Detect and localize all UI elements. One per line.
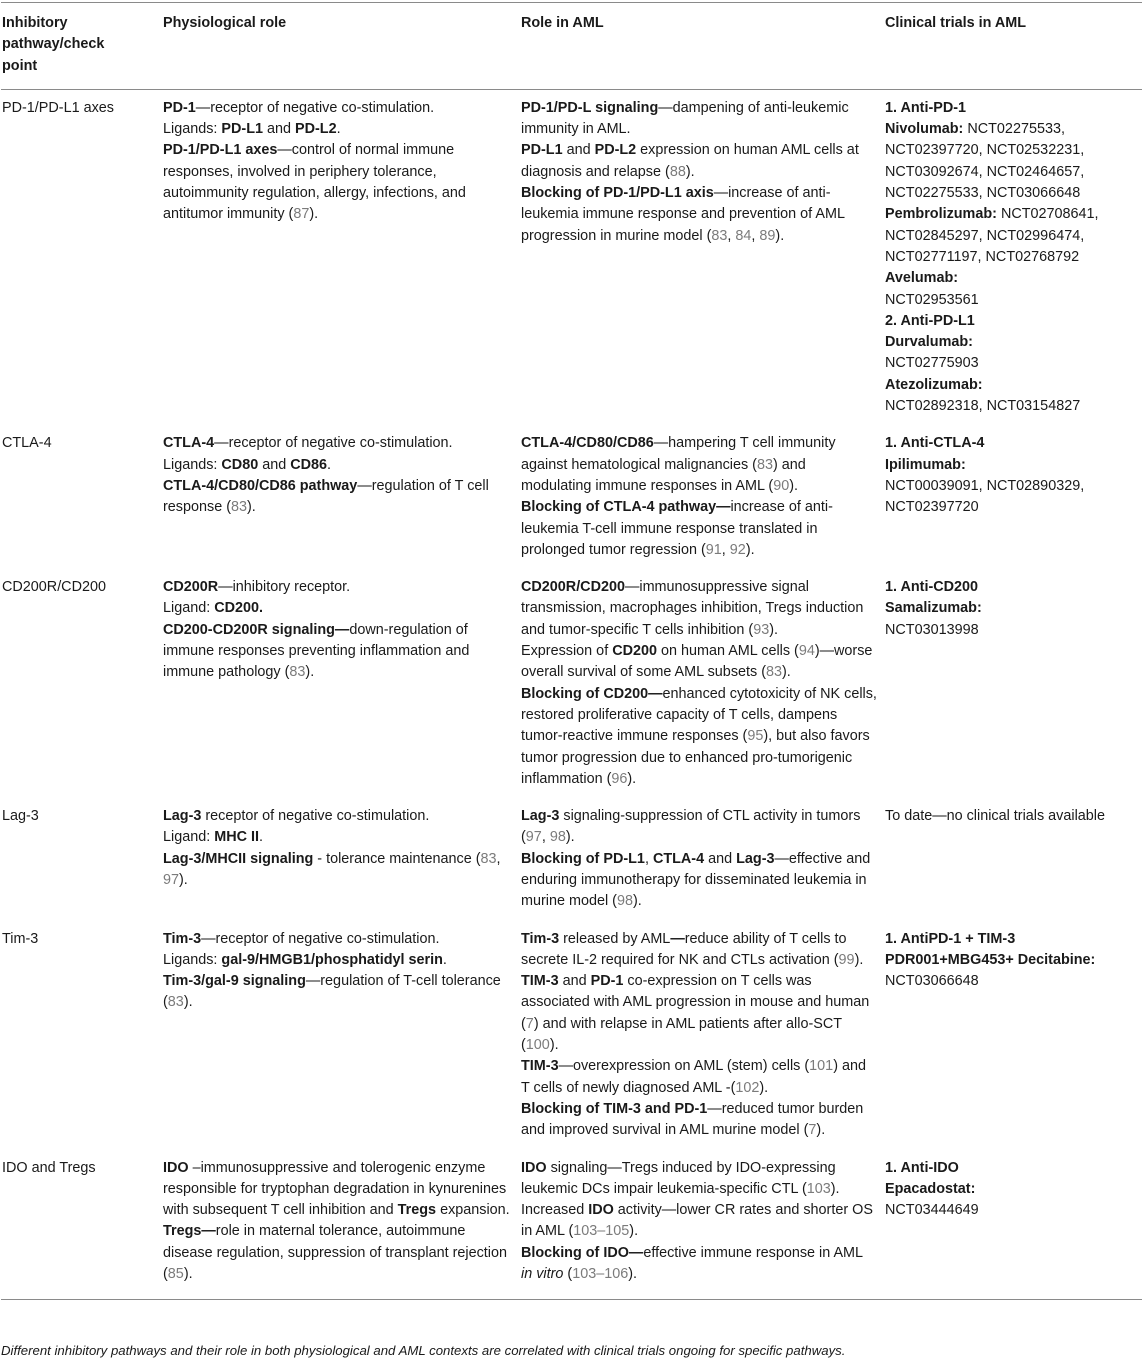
text-run: ). (789, 477, 799, 494)
text-run: —inhibitory receptor. (218, 579, 351, 596)
inhibitory-pathways-table (1, 2, 1142, 1300)
text-run: down-regulation of immune responses preventing inflammation and immune pathology ( (163, 621, 470, 681)
bold-term: Tim-3 (521, 930, 560, 947)
cell-paragraph (521, 1099, 877, 1142)
table-row (1, 569, 1142, 798)
reference-link[interactable]: 83 (167, 994, 184, 1011)
physiological-role-cell (163, 798, 521, 920)
pathway-cell: CTLA-4 (2, 435, 52, 452)
bold-term: PD-L2 (295, 121, 337, 138)
cell-paragraph (521, 140, 877, 183)
bold-term: PDR001+MBG453+ Decitabine: (885, 951, 1096, 968)
bold-term: Lag-3 (736, 850, 775, 867)
cell-paragraph (885, 476, 1134, 519)
cell-paragraph (885, 598, 1134, 619)
text-run: —control of normal immune responses, involved in periphery tolerance, autoimmunity regulation, allergy, infections, and antitumor immunity ( (163, 142, 466, 223)
aml-role-cell (521, 89, 885, 425)
text-run: ). (830, 1180, 840, 1197)
cell-paragraph (163, 98, 513, 119)
cell-paragraph (163, 929, 513, 950)
cell-paragraph (521, 1158, 877, 1201)
bold-term: CD200R/CD200 (521, 579, 625, 596)
bold-term: PD-1/PD-L1 axes (163, 142, 278, 159)
text-run: . (259, 829, 263, 846)
text-run: ). (183, 994, 193, 1011)
text-run: Ligand: (163, 600, 215, 617)
text-run: —immunosuppressive signal transmission, macrophages inhibition, Tregs induction and tumor-specific T cells inhibition ( (521, 579, 864, 638)
cell-paragraph (521, 1200, 877, 1243)
text-run: signaling-suppression of CTL activity in tumors ( (521, 808, 861, 846)
bold-term: Tim-3 (163, 930, 202, 947)
text-run: expansion. (436, 1202, 510, 1219)
bold-term: CD86 (290, 456, 328, 473)
physiological-role-cell (163, 921, 521, 1150)
bold-term: Nivolumab: (885, 121, 964, 138)
bold-term: CD80 (221, 456, 259, 473)
aml-role-cell (521, 569, 885, 798)
text-run: —receptor of negative co-stimulation. (201, 930, 440, 947)
reference-link[interactable]: 95 (747, 728, 764, 745)
cell-paragraph (521, 98, 877, 141)
text-run: , (496, 850, 501, 867)
reference-link[interactable]: 101 (809, 1058, 834, 1075)
bold-term: Atezolizumab: (885, 376, 983, 393)
reference-link[interactable]: 93 (753, 621, 770, 638)
aml-role-cell (521, 425, 885, 569)
text-run: ). (854, 951, 864, 968)
bold-term: Durvalumab: (885, 334, 973, 351)
bold-term: IDO (588, 1202, 614, 1219)
bold-term: Blocking of PD-1/PD-L1 axis (521, 185, 714, 202)
bold-term: 1. AntiPD-1 + TIM-3 (885, 930, 1016, 947)
cell-paragraph (521, 929, 877, 972)
clinical-trials-cell (885, 1150, 1142, 1300)
text-run: Ligand: (163, 829, 215, 846)
text-run: ). (816, 1122, 826, 1139)
bold-term: PD-1 (163, 99, 196, 116)
text-run: To date—no clinical trials available (885, 808, 1105, 825)
bold-term: — (670, 930, 685, 947)
bold-term: 2. Anti-PD-L1 (885, 312, 975, 329)
bold-term: PD-1/PD-L signaling (521, 99, 659, 116)
bold-term: CTLA-4 (163, 435, 215, 452)
reference-link[interactable]: 83 (711, 227, 728, 244)
physiological-role-cell (163, 1150, 521, 1300)
cell-paragraph (163, 971, 513, 1014)
text-run: on human AML cells ( (656, 643, 799, 660)
table-row (1, 425, 1142, 569)
pathway-cell: Lag-3 (2, 808, 39, 825)
cell-paragraph (885, 119, 1134, 204)
text-run: ). (565, 829, 575, 846)
header-pathway: Inhibitory pathway/check point (1, 3, 163, 90)
text-run: ). (685, 163, 695, 180)
text-run: ). (305, 664, 315, 681)
cell-paragraph (163, 433, 513, 454)
text-run: role in maternal tolerance, autoimmune disease regulation, suppression of transplant rejection ( (163, 1223, 507, 1283)
cell-paragraph (163, 476, 513, 519)
text-run: ). (769, 621, 779, 638)
bold-term: CD200 (612, 643, 657, 660)
text-run: ( (563, 1266, 573, 1283)
bold-term: Blocking of CTLA-4 pathway— (521, 499, 731, 516)
bold-term: CD200. (214, 600, 264, 617)
bold-term: Blocking of CD200— (521, 685, 663, 702)
text-run: co-expression on T cells was associated with AML progression in mouse and human ( (521, 973, 870, 1032)
text-run: ) and modulating immune responses in AML ( (521, 456, 806, 494)
text-run: receptor of negative co-stimulation. (201, 808, 430, 825)
bold-term: Avelumab: (885, 270, 959, 287)
physiological-role-cell (163, 569, 521, 798)
cell-paragraph (885, 971, 1134, 992)
cell-paragraph (885, 375, 1134, 396)
table-body (1, 89, 1142, 1299)
text-run: increase of anti-leukemia T-cell immune response translated in prolonged tumor regression ( (521, 499, 833, 558)
cell-paragraph (885, 290, 1134, 311)
bold-term: TIM-3 (521, 1058, 559, 1075)
text-run: —effective and enduring immunotherapy for disseminated leukemia in murine model ( (521, 850, 871, 910)
cell-paragraph (885, 1179, 1134, 1200)
text-run: ) and T cells of newly diagnosed AML -( (521, 1058, 866, 1096)
bold-term: CTLA-4/CD80/CD86 (521, 435, 654, 452)
text-run: —overexpression on AML (stem) cells ( (558, 1058, 810, 1075)
cell-paragraph (885, 268, 1134, 289)
text-run: ). (775, 227, 785, 244)
bold-term: Lag-3 (163, 808, 202, 825)
text-run: enhanced cytotoxicity of NK cells, restored proliferative capacity of T cells, dampens tumor-reactive immune responses ( (521, 685, 877, 745)
cell-paragraph (521, 806, 877, 849)
pathway-cell: CD200R/CD200 (2, 579, 106, 596)
reference-link[interactable]: 103–106 (572, 1266, 629, 1283)
bold-term: PD-1 (590, 973, 624, 990)
text-run: and (562, 142, 595, 159)
text-run: ), but also favors tumor progression due to enhanced pro-tumorigenic inflammation ( (521, 728, 870, 787)
reference-link[interactable]: 97 (163, 871, 180, 888)
clinical-trials-cell (885, 89, 1142, 425)
text-run: effective immune response in AML (643, 1244, 863, 1261)
text-run: ). (782, 664, 791, 681)
clinical-trials-cell (885, 425, 1142, 569)
cell-paragraph (163, 827, 513, 848)
bold-term: Tregs— (163, 1223, 216, 1240)
reference-link[interactable]: 102 (735, 1079, 760, 1096)
text-run: Expression of (521, 643, 613, 660)
text-run: and (704, 850, 737, 867)
text-run: )—worse overall survival of some AML subsets ( (521, 643, 873, 681)
bold-term: Blocking of PD-L1 (521, 850, 645, 867)
cell-paragraph (521, 577, 877, 641)
bold-term: 1. Anti-IDO (885, 1159, 959, 1176)
cell-paragraph (521, 497, 877, 561)
reference-link[interactable]: 83 (756, 456, 773, 473)
reference-link[interactable]: 7 (525, 1015, 534, 1032)
text-run: , (721, 541, 730, 558)
cell-paragraph (163, 620, 513, 684)
text-run: - tolerance maintenance ( (313, 850, 481, 867)
text-run: NCT03066648 (885, 973, 979, 990)
text-run: signaling—Tregs induced by IDO-expressing leukemic DCs impair leukemia-specific CTL ( (521, 1159, 836, 1197)
cell-paragraph (885, 1200, 1134, 1221)
text-run: ). (745, 541, 755, 558)
reference-link[interactable]: 87 (293, 206, 310, 223)
cell-paragraph (885, 929, 1134, 950)
text-run: ). (633, 893, 642, 910)
clinical-trials-cell (885, 569, 1142, 798)
cell-paragraph (163, 119, 513, 140)
table-row (1, 798, 1142, 920)
cell-paragraph (885, 806, 1134, 827)
cell-paragraph (521, 971, 877, 1056)
bold-term: Blocking of TIM-3 and PD-1 (521, 1100, 708, 1117)
reference-link[interactable]: 100 (525, 1037, 550, 1054)
text-run: . (442, 951, 447, 968)
text-run: ). (628, 1266, 638, 1283)
text-run: —receptor of negative co-stimulation. (214, 435, 453, 452)
text-run: —regulation of T cell response ( (163, 477, 489, 516)
cell-paragraph (521, 684, 877, 790)
cell-paragraph (885, 332, 1134, 353)
text-run: NCT02708641, NCT02845297, NCT02996474, NCT02771197, NCT02768792 (885, 206, 1099, 265)
bold-term: Pembrolizumab: (885, 206, 997, 223)
text-run: Increased (521, 1202, 589, 1219)
cell-paragraph (885, 455, 1134, 476)
reference-link[interactable]: 103 (806, 1180, 831, 1197)
text-run: NCT02275533, NCT02397720, NCT02532231, NCT03092674, NCT02464657, NCT02275533, NCT03066648 (885, 121, 1085, 202)
cell-paragraph (163, 806, 513, 827)
cell-paragraph (521, 641, 877, 684)
table-row (1, 921, 1142, 1150)
bold-term: gal-9/HMGB1/phosphatidyl serin (221, 951, 443, 968)
aml-role-cell (521, 921, 885, 1150)
cell-paragraph (885, 98, 1134, 119)
text-run: ) and with relapse in AML patients after allo-SCT ( (521, 1015, 842, 1054)
physiological-role-cell (163, 89, 521, 425)
bold-term: PD-L2 (594, 142, 637, 159)
cell-paragraph (163, 455, 513, 476)
text-run: and (558, 973, 591, 990)
bold-term: CTLA-4 (652, 850, 705, 867)
cell-paragraph (163, 577, 513, 598)
text-run: –immunosuppressive and tolerogenic enzyme responsible for tryptophan degradation in kynurenines with subsequent T cell inhibition and (163, 1159, 507, 1219)
bold-term: IDO (163, 1159, 189, 1176)
bold-term: CTLA-4/CD80/CD86 pathway (163, 477, 358, 494)
bold-term: CD200R (163, 579, 219, 596)
reference-link[interactable]: 88 (669, 163, 686, 180)
bold-term: Ipilimumab: (885, 456, 966, 473)
reference-link[interactable]: 99 (838, 951, 855, 968)
text-run: —dampening of anti-leukemic immunity in AML. (521, 99, 849, 138)
text-run: NCT00039091, NCT02890329, NCT02397720 (885, 477, 1085, 516)
reference-link[interactable]: 91 (705, 541, 722, 558)
text-run: Ligands: (163, 951, 222, 968)
text-run: NCT03013998 (885, 621, 979, 638)
pathway-cell: IDO and Tregs (1, 1150, 163, 1300)
text-run: ). (179, 871, 188, 888)
text-run: released by AML (559, 930, 671, 947)
pathway-cell: Tim-3 (2, 930, 39, 947)
bold-term: PD-L1 (221, 121, 263, 138)
text-run: —reduced tumor burden and improved survival in AML murine model ( (521, 1100, 864, 1139)
bold-term: Tregs (397, 1202, 437, 1219)
cell-paragraph (885, 1158, 1134, 1179)
reference-link[interactable]: 90 (773, 477, 790, 494)
text-run: ). (759, 1079, 769, 1096)
cell-paragraph (163, 140, 513, 225)
text-run: and (262, 121, 295, 138)
cell-paragraph (521, 433, 877, 497)
text-run: —increase of anti-leukemia immune response and prevention of AML progression in murine model ( (521, 185, 845, 244)
bold-term: Lag-3 (521, 808, 560, 825)
aml-role-cell (521, 1150, 885, 1300)
reference-link[interactable]: 85 (167, 1266, 184, 1283)
text-run: , (727, 227, 736, 244)
text-run: NCT02775903 (885, 355, 979, 372)
cell-paragraph (163, 950, 513, 971)
reference-link[interactable]: 89 (759, 227, 776, 244)
text-run: ). (629, 1223, 639, 1240)
bold-term: Lag-3/MHCII signaling (163, 850, 314, 867)
reference-link[interactable]: 97 (525, 829, 542, 846)
clinical-trials-cell (885, 921, 1142, 1150)
cell-paragraph (521, 1243, 877, 1286)
text-run: . (336, 121, 341, 138)
cell-paragraph (885, 353, 1134, 374)
cell-paragraph (885, 950, 1134, 971)
text-run: , (541, 829, 550, 846)
cell-paragraph (885, 577, 1134, 598)
reference-link[interactable]: 83 (766, 664, 783, 681)
aml-role-cell (521, 798, 885, 920)
cell-paragraph (163, 1158, 513, 1222)
text-run: —regulation of T-cell tolerance ( (163, 973, 501, 1011)
reference-link[interactable]: 83 (289, 664, 306, 681)
reference-link[interactable]: 103–105 (573, 1223, 630, 1240)
cell-paragraph (885, 204, 1134, 268)
italic-text: in vitro (521, 1266, 564, 1283)
text-run: ). (183, 1266, 193, 1283)
physiological-role-cell (163, 425, 521, 569)
reference-link[interactable]: 7 (808, 1122, 817, 1139)
bold-term: PD-L1 (521, 142, 563, 159)
cell-paragraph (163, 1221, 513, 1285)
reference-link[interactable]: 98 (616, 893, 633, 910)
text-run: ). (627, 770, 637, 787)
text-run: ). (309, 206, 319, 223)
header-clinical-trials: Clinical trials in AML (885, 3, 1142, 90)
table-header-row (1, 3, 1142, 90)
text-run: . (327, 456, 332, 473)
bold-term: MHC II (214, 829, 259, 846)
bold-term: Tim-3/gal-9 signaling (163, 973, 306, 990)
cell-paragraph (163, 849, 513, 892)
text-run: activity—lower CR rates and shorter OS in AML ( (521, 1202, 873, 1240)
table-caption: Different inhibitory pathways and their role in both physiological and AML contexts are correlated with clinical trials ongoing for specific pathways. (1, 1343, 846, 1358)
bold-term: 1. Anti-CD200 (885, 579, 979, 596)
text-run: NCT03444649 (885, 1202, 979, 1219)
header-physiological-role: Physiological role (163, 3, 521, 90)
reference-link[interactable]: 83 (480, 850, 497, 867)
text-run: Ligands: (163, 121, 222, 138)
cell-paragraph (885, 396, 1134, 417)
reference-link[interactable]: 84 (735, 227, 752, 244)
text-run: reduce ability of T cells to secrete IL-2 required for NK and CTLs activation ( (521, 930, 847, 968)
text-run: ). (549, 1037, 559, 1054)
text-run: , (644, 850, 653, 867)
cell-paragraph (885, 620, 1134, 641)
text-run: ). (247, 499, 256, 516)
bold-term: 1. Anti-PD-1 (885, 99, 967, 116)
table-row (1, 1150, 1142, 1300)
bold-term: 1. Anti-CTLA-4 (885, 435, 985, 452)
cell-paragraph (885, 433, 1134, 454)
text-run: —hampering T cell immunity against hematological malignancies ( (521, 435, 836, 473)
text-run: —receptor of negative co-stimulation. (195, 99, 435, 116)
reference-link[interactable]: 96 (611, 770, 628, 787)
bold-term: Epacadostat: (885, 1180, 976, 1197)
bold-term: CD200-CD200R signaling— (163, 621, 350, 638)
cell-paragraph (163, 598, 513, 619)
text-run: NCT02892318, NCT03154827 (885, 398, 1081, 415)
pathway-cell: PD-1/PD-L1 axes (2, 99, 114, 116)
cell-paragraph (885, 311, 1134, 332)
clinical-trials-cell (885, 798, 1142, 920)
bold-term: Blocking of IDO— (521, 1244, 644, 1261)
reference-link[interactable]: 98 (549, 829, 566, 846)
bold-term: Samalizumab: (885, 600, 982, 617)
header-role-in-aml: Role in AML (521, 3, 885, 90)
text-run: expression on human AML cells at diagnosis and relapse ( (521, 142, 859, 180)
bold-term: IDO (521, 1159, 547, 1176)
text-run: NCT02953561 (885, 291, 979, 308)
text-run: Ligands: (163, 456, 222, 473)
cell-paragraph (521, 849, 877, 913)
cell-paragraph (521, 183, 877, 247)
cell-paragraph (521, 1056, 877, 1099)
reference-link[interactable]: 92 (729, 541, 746, 558)
table-row (1, 89, 1142, 425)
bold-term: TIM-3 (521, 973, 559, 990)
reference-link[interactable]: 94 (798, 643, 815, 660)
reference-link[interactable]: 83 (231, 499, 248, 516)
text-run: and (258, 456, 291, 473)
text-run: , (751, 227, 760, 244)
